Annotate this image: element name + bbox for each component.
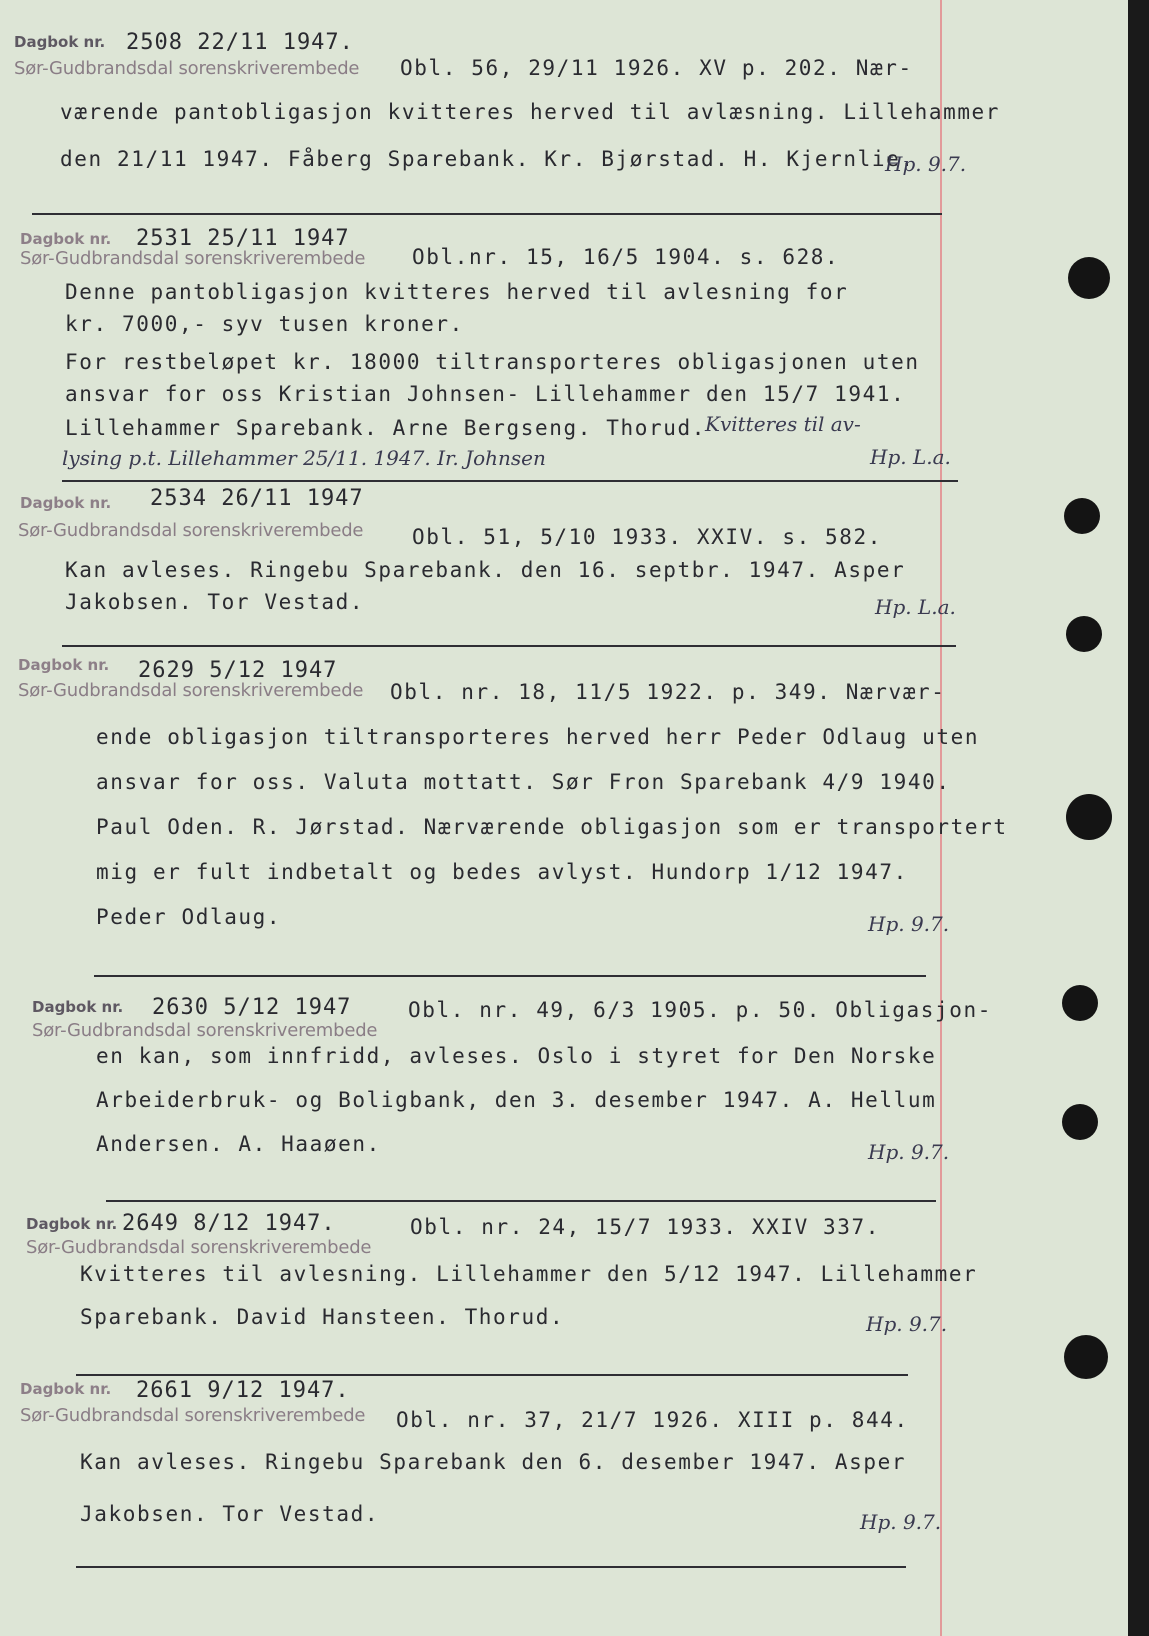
stamp-office: Sør-Gudbrandsdal sorenskriverembede xyxy=(26,1237,372,1258)
stamp-label: Dagbok nr. xyxy=(14,33,106,51)
entry-divider xyxy=(106,1200,936,1202)
entry-divider xyxy=(62,645,956,647)
punch-hole xyxy=(1064,1335,1108,1379)
entry-reference: Obl. nr. 24, 15/7 1933. XXIV 337. xyxy=(410,1215,881,1239)
entry-line: en kan, som innfridd, avleses. Oslo i styret for Den Norske xyxy=(96,1044,937,1068)
stamp-label: Dagbok nr. xyxy=(20,494,112,512)
stamp-office: Sør-Gudbrandsdal sorenskriverembede xyxy=(18,680,364,701)
entry-number: 2649 8/12 1947. xyxy=(122,1211,336,1236)
entry-line: Denne pantobligasjon kvitteres herved til avlesning for xyxy=(65,280,849,304)
entry-divider xyxy=(32,213,942,215)
stamp-label: Dagbok nr. xyxy=(20,1380,112,1398)
entry-number: 2630 5/12 1947 xyxy=(152,995,352,1020)
entry-number: 2629 5/12 1947 xyxy=(138,658,338,683)
registration-annotation: Hp. 9.7. xyxy=(868,1140,950,1164)
handwritten-note: lysing p.t. Lillehammer 25/11. 1947. Ir. Johnsen xyxy=(62,446,546,470)
registration-annotation: Hp. 9.7. xyxy=(885,152,967,176)
entry-reference: Obl.nr. 15, 16/5 1904. s. 628. xyxy=(412,245,840,269)
stamp-label: Dagbok nr. xyxy=(18,656,110,674)
stamp-office: Sør-Gudbrandsdal sorenskriverembede xyxy=(20,248,366,269)
entry-divider xyxy=(76,1374,908,1376)
punch-hole xyxy=(1062,1104,1098,1140)
entry-divider xyxy=(62,480,958,482)
registration-annotation: Hp. 9.7. xyxy=(860,1510,942,1534)
entry-line: Sparebank. David Hansteen. Thorud. xyxy=(80,1305,565,1329)
entry-number: 2531 25/11 1947 xyxy=(136,226,350,251)
punch-hole xyxy=(1064,498,1100,534)
registration-annotation: Hp. L.a. xyxy=(875,595,956,619)
entry-divider xyxy=(76,1566,906,1568)
entry-line: Kvitteres til avlesning. Lillehammer den 5/12 1947. Lillehammer xyxy=(80,1262,978,1286)
handwritten-note: Kvitteres til av- xyxy=(705,412,861,436)
entry-number: 2661 9/12 1947. xyxy=(136,1378,350,1403)
entry-reference: Obl. nr. 18, 11/5 1922. p. 349. Nærvær- xyxy=(390,680,946,704)
punch-hole xyxy=(1066,616,1102,652)
stamp-office: Sør-Gudbrandsdal sorenskriverembede xyxy=(14,58,360,79)
entry-number: 2534 26/11 1947 xyxy=(150,486,364,511)
punch-hole xyxy=(1068,257,1110,299)
punch-hole xyxy=(1062,985,1098,1021)
entry-line: Kan avleses. Ringebu Sparebank den 6. desember 1947. Asper xyxy=(80,1450,907,1474)
registration-annotation: Hp. L.a. xyxy=(870,445,951,469)
stamp-office: Sør-Gudbrandsdal sorenskriverembede xyxy=(32,1020,378,1041)
entry-line: ansvar for oss. Valuta mottatt. Sør Fron Sparebank 4/9 1940. xyxy=(96,770,951,794)
entry-reference: Obl. nr. 49, 6/3 1905. p. 50. Obligasjon- xyxy=(408,998,992,1022)
entry-line: For restbeløpet kr. 18000 tiltransporteres obligasjonen uten xyxy=(65,350,920,374)
stamp-label: Dagbok nr. xyxy=(26,1215,118,1233)
stamp-office: Sør-Gudbrandsdal sorenskriverembede xyxy=(18,520,364,541)
entry-line: Peder Odlaug. xyxy=(96,905,282,929)
entry-line: ansvar for oss Kristian Johnsen- Lillehammer den 15/7 1941. xyxy=(65,382,906,406)
entry-line: Jakobsen. Tor Vestad. xyxy=(65,590,365,614)
entry-line: værende pantobligasjon kvitteres herved til avlæsning. Lillehammer xyxy=(60,100,1001,124)
entry-reference: Obl. 56, 29/11 1926. XV p. 202. Nær- xyxy=(400,56,913,80)
registration-annotation: Hp. 9.7. xyxy=(868,912,950,936)
entry-line: Paul Oden. R. Jørstad. Nærværende obligasjon som er transportert xyxy=(96,815,1008,839)
entry-line: Andersen. A. Haaøen. xyxy=(96,1132,381,1156)
entry-divider xyxy=(94,975,926,977)
entry-line: Kan avleses. Ringebu Sparebank. den 16. septbr. 1947. Asper xyxy=(65,558,906,582)
entry-reference: Obl. 51, 5/10 1933. XXIV. s. 582. xyxy=(412,525,883,549)
registration-annotation: Hp. 9.7. xyxy=(866,1312,948,1336)
stamp-label: Dagbok nr. xyxy=(20,230,112,248)
entry-number: 2508 22/11 1947. xyxy=(126,30,354,55)
entry-line: den 21/11 1947. Fåberg Sparebank. Kr. Bjørstad. H. Kjernlie. xyxy=(60,147,915,171)
stamp-label: Dagbok nr. xyxy=(32,998,124,1016)
entry-line: Jakobsen. Tor Vestad. xyxy=(80,1502,380,1526)
entry-line: mig er fult indbetalt og bedes avlyst. Hundorp 1/12 1947. xyxy=(96,860,908,884)
entry-line: ende obligasjon tiltransporteres herved herr Peder Odlaug uten xyxy=(96,725,980,749)
punch-hole xyxy=(1066,794,1112,840)
entry-line: kr. 7000,- syv tusen kroner. xyxy=(65,312,464,336)
entry-reference: Obl. nr. 37, 21/7 1926. XIII p. 844. xyxy=(396,1408,909,1432)
entry-line: Lillehammer Sparebank. Arne Bergseng. Thorud. xyxy=(65,416,706,440)
stamp-office: Sør-Gudbrandsdal sorenskriverembede xyxy=(20,1405,366,1426)
entry-line: Arbeiderbruk- og Boligbank, den 3. desember 1947. A. Hellum xyxy=(96,1088,937,1112)
